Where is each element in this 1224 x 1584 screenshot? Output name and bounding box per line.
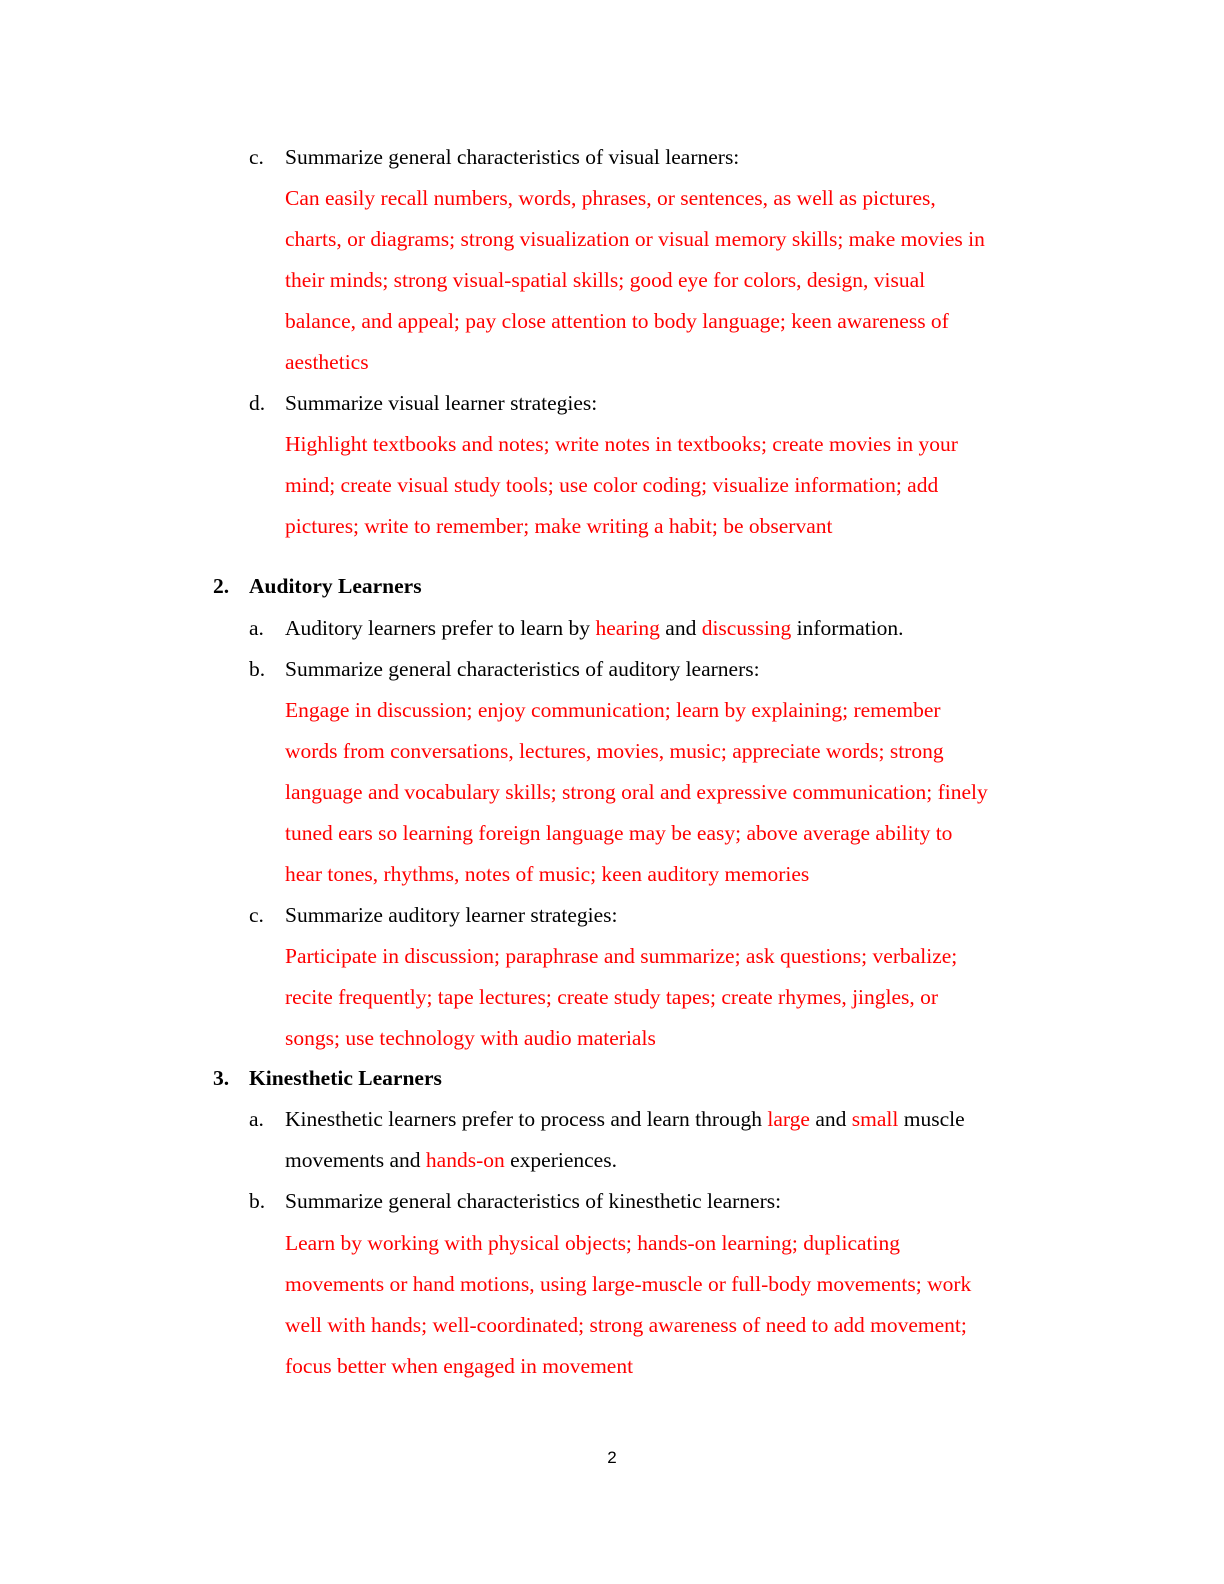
answer-line: songs; use technology with audio materials <box>285 1026 656 1050</box>
fill-in-answer: hands-on <box>425 1148 505 1172</box>
answer-line: Participate in discussion; paraphrase and summarize; ask questions; verbalize; <box>285 944 958 968</box>
question-prompt: Summarize general characteristics of auditory learners: <box>285 657 760 681</box>
section-number: 3. <box>213 1066 230 1090</box>
fill-in-answer: small <box>851 1107 899 1131</box>
question-prompt: Summarize auditory learner strategies: <box>285 903 618 927</box>
item-marker: a. <box>249 1107 264 1131</box>
fill-in-answer: discussing <box>701 616 792 640</box>
item-marker: c. <box>249 145 264 169</box>
item-marker: a. <box>249 616 264 640</box>
item-marker: c. <box>249 903 264 927</box>
answer-line: mind; create visual study tools; use color coding; visualize information; add <box>285 473 939 497</box>
answer-line: charts, or diagrams; strong visualization or visual memory skills; make movies in <box>285 227 985 251</box>
question-prompt: Summarize general characteristics of kinesthetic learners: <box>285 1189 782 1213</box>
fill-in-answer: hearing <box>595 616 660 640</box>
item-marker: d. <box>249 391 266 415</box>
answer-line: pictures; write to remember; make writing a habit; be observant <box>285 514 833 538</box>
answer-line: tuned ears so learning foreign language may be easy; above average ability to <box>285 821 953 845</box>
answer-line: language and vocabulary skills; strong oral and expressive communication; finely <box>285 780 988 804</box>
fill-in-statement: Auditory learners prefer to learn by hearing and discussing information. <box>285 616 904 640</box>
answer-line: aesthetics <box>285 350 369 374</box>
fill-in-statement: movements and hands-on experiences. <box>285 1148 617 1172</box>
answer-line: recite frequently; tape lectures; create study tapes; create rhymes, jingles, or <box>285 985 939 1009</box>
section-heading: Kinesthetic Learners <box>249 1066 442 1090</box>
question-prompt: Summarize visual learner strategies: <box>285 391 598 415</box>
answer-line: their minds; strong visual-spatial skills; good eye for colors, design, visual <box>285 268 926 292</box>
answer-line: Can easily recall numbers, words, phrases, or sentences, as well as pictures, <box>285 186 936 210</box>
section-heading: Auditory Learners <box>249 574 422 598</box>
answer-line: hear tones, rhythms, notes of music; keen auditory memories <box>285 862 810 886</box>
answer-line: balance, and appeal; pay close attention to body language; keen awareness of <box>285 309 949 333</box>
answer-line: Highlight textbooks and notes; write notes in textbooks; create movies in your <box>285 432 958 456</box>
fill-in-statement: Kinesthetic learners prefer to process and learn through large and small muscle <box>285 1107 965 1131</box>
fill-in-answer: large <box>767 1107 810 1131</box>
answer-line: words from conversations, lectures, movies, music; appreciate words; strong <box>285 739 944 763</box>
answer-line: well with hands; well-coordinated; strong awareness of need to add movement; <box>285 1313 967 1337</box>
answer-line: Learn by working with physical objects; hands-on learning; duplicating <box>285 1231 900 1255</box>
page-number: 2 <box>607 1448 617 1467</box>
answer-line: focus better when engaged in movement <box>285 1354 634 1378</box>
item-marker: b. <box>249 657 266 681</box>
answer-line: Engage in discussion; enjoy communication; learn by explaining; remember <box>285 698 941 722</box>
item-marker: b. <box>249 1189 266 1213</box>
answer-line: movements or hand motions, using large-muscle or full-body movements; work <box>285 1272 972 1296</box>
section-number: 2. <box>213 574 230 598</box>
question-prompt: Summarize general characteristics of visual learners: <box>285 145 740 169</box>
